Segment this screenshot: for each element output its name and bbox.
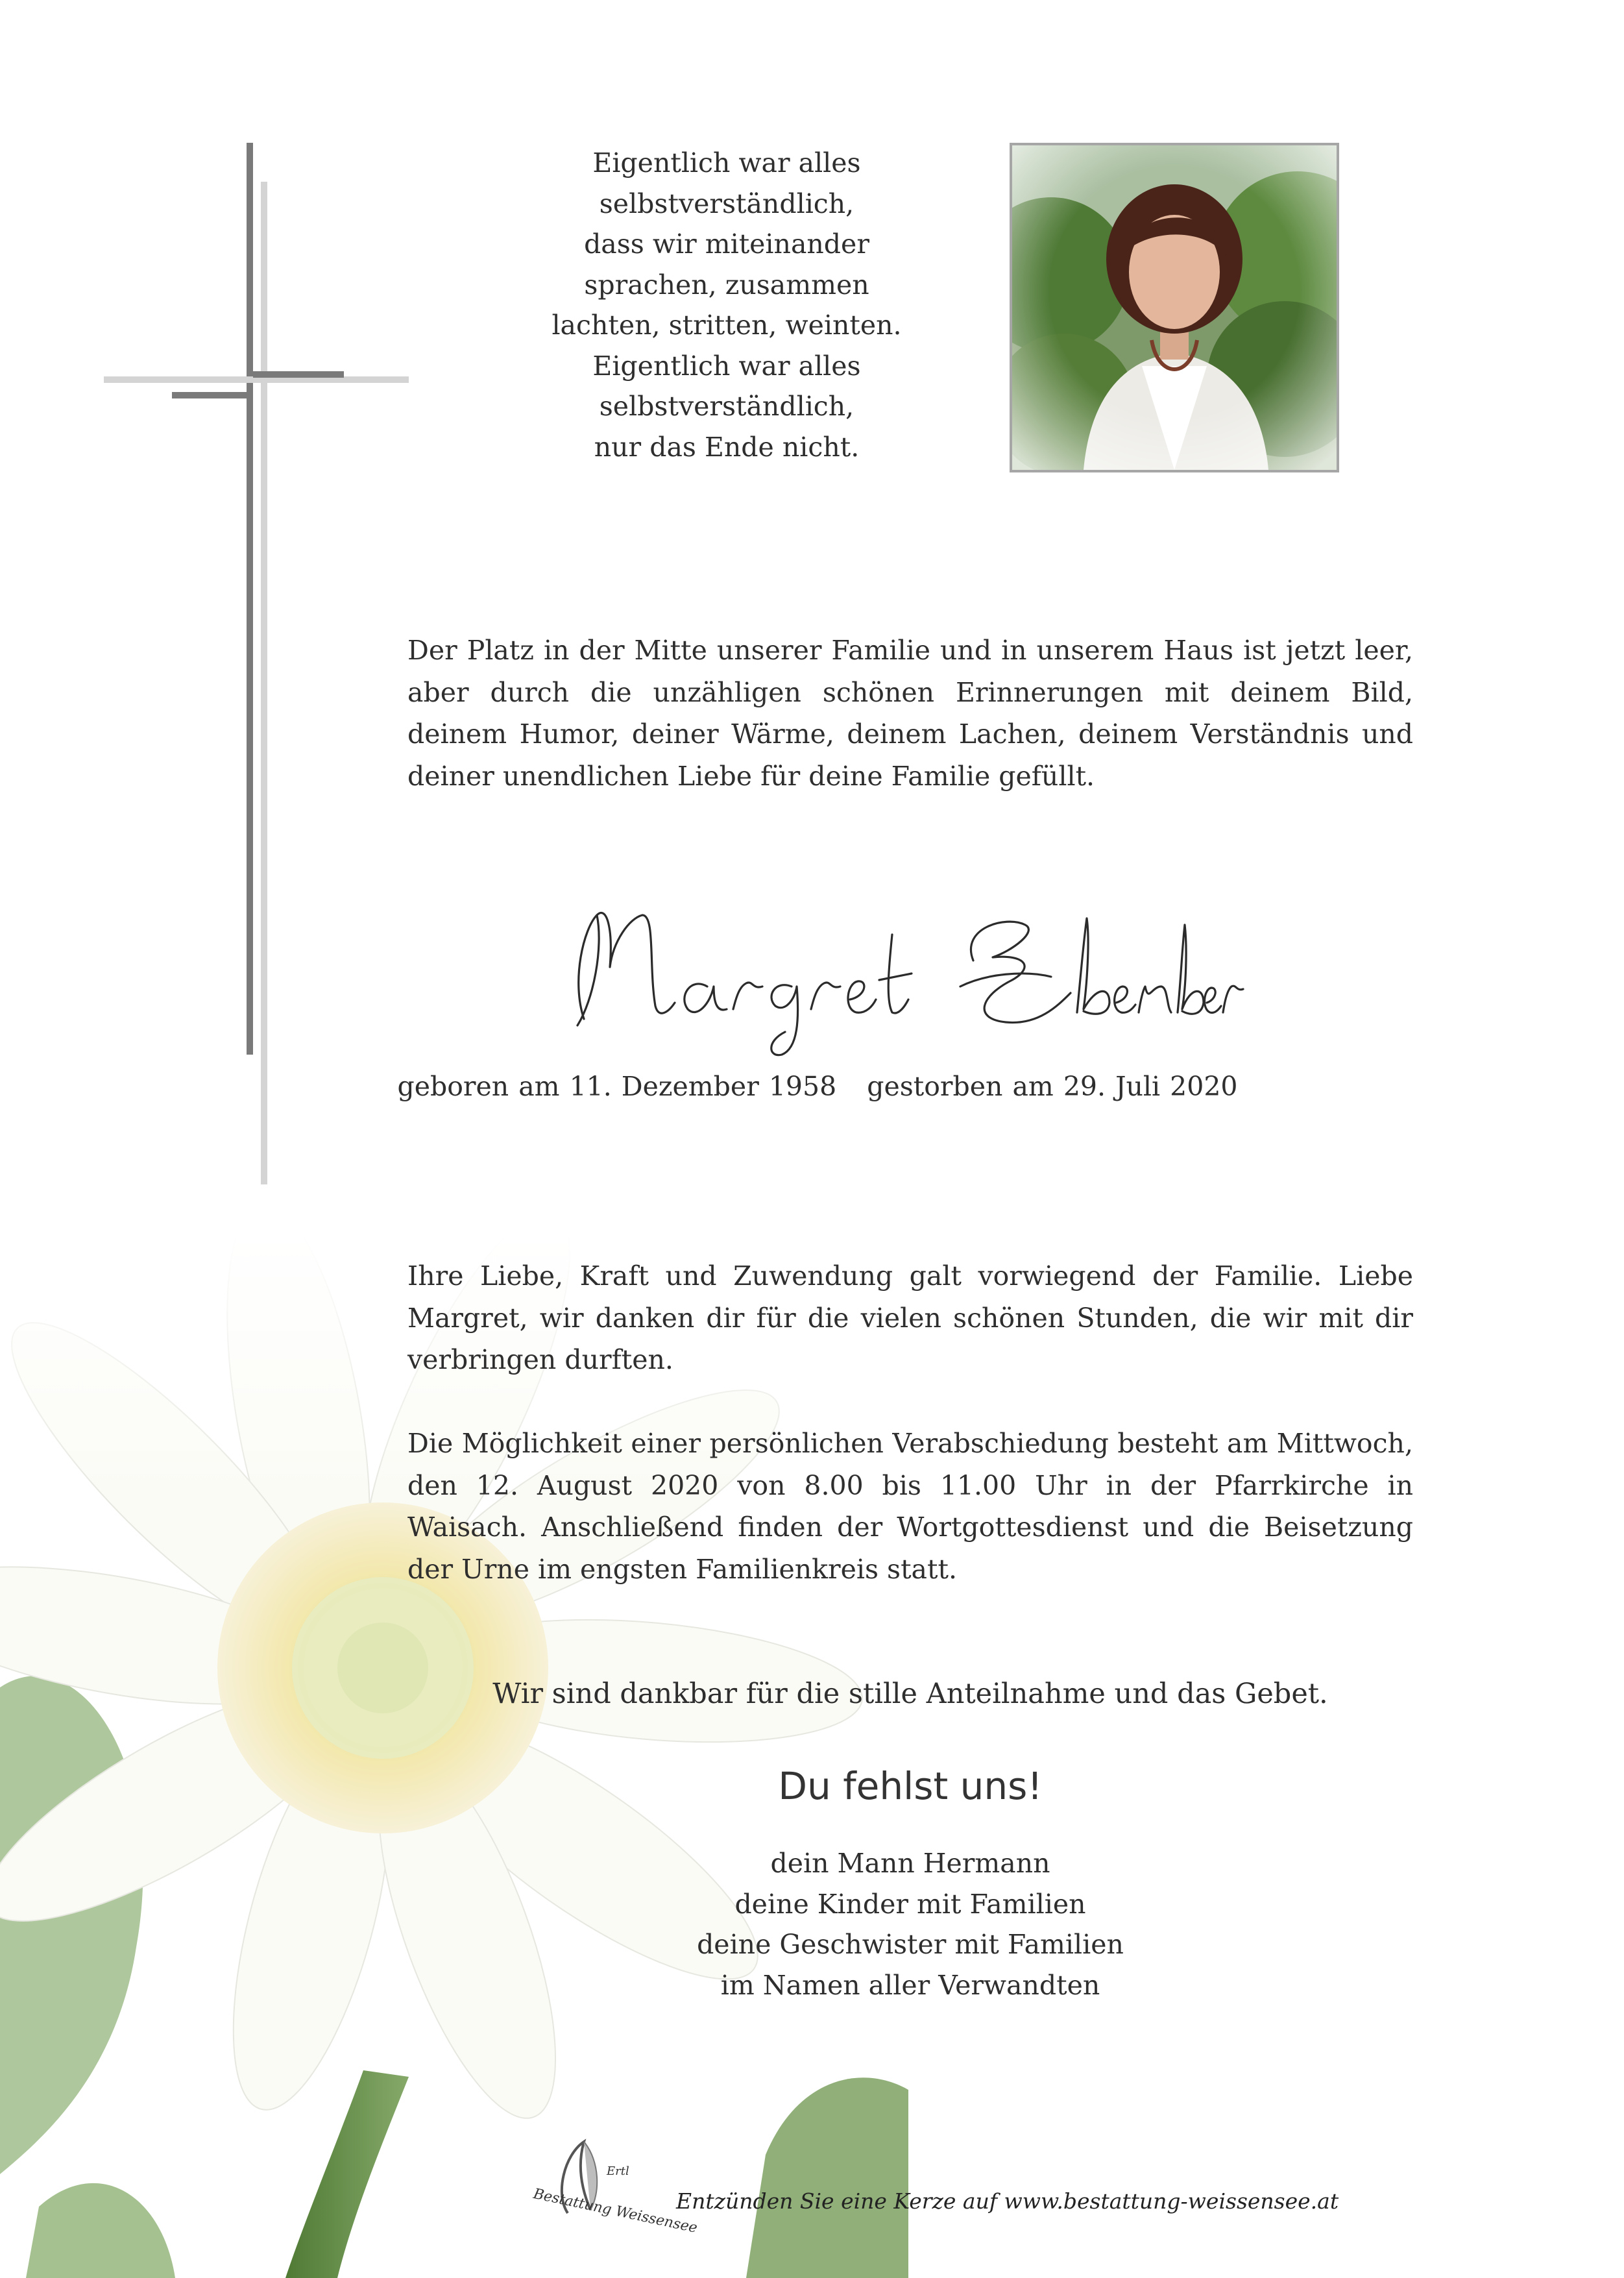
poem-line: lachten, stritten, weinten. — [551, 310, 902, 341]
poem-line: selbstverständlich, — [599, 188, 854, 219]
deceased-name-script — [558, 889, 1246, 1064]
poem — [506, 143, 947, 467]
mourner-line: im Namen aller Verwandten — [720, 1969, 1100, 2001]
portrait-photo — [1010, 143, 1339, 472]
gerbera-flower-image — [0, 1233, 908, 2278]
poem-line: nur das Ende nicht. — [594, 431, 860, 463]
poem-line: dass wir miteinander — [584, 228, 869, 260]
poem-line: selbstverständlich, — [599, 391, 854, 422]
poem-line: Eigentlich war alles — [592, 147, 861, 178]
birth-date: geboren am 11. Dezember 1958 — [397, 1071, 837, 1102]
poem-line: Eigentlich war alles — [592, 350, 861, 382]
life-paragraph: Ihre Liebe, Kraft und Zuwendung galt vorwiegend der Familie. Liebe Margret, wir danken dir für die vielen schönen Stunden, die wir mit dir verbringen durften. — [407, 1260, 1413, 1375]
mourners-list — [407, 1843, 1413, 2005]
portrait-image — [1012, 145, 1337, 470]
poem-line: sprachen, zusammen — [584, 269, 869, 300]
thanks-text: Wir sind dankbar für die stille Anteilnahme und das Gebet. — [492, 1678, 1328, 1710]
mourner-line: deine Geschwister mit Familien — [697, 1929, 1124, 1960]
cross-lines — [97, 136, 422, 1194]
life-dates — [363, 1071, 1272, 1102]
candle-link[interactable]: Entzünden Sie eine Kerze auf www.bestattung-weissensee.at — [676, 2188, 1339, 2214]
logo-brand: Ertl — [607, 2164, 629, 2178]
farewell-paragraph: Die Möglichkeit einer persönlichen Verabschiedung besteht am Mittwoch, den 12. August 2020 von 8.00 bis 11.00 Uhr in der Pfarrkirche in Waisach. Anschließend finden der Wortgottesdienst und die Beisetzung der Urne im engsten Familienkreis statt. — [407, 1428, 1413, 1585]
mourner-line: deine Kinder mit Familien — [734, 1888, 1086, 1920]
intro-paragraph: Der Platz in der Mitte unserer Familie und in unserem Haus ist jetzt leer, aber durch die unzähligen schönen Erinnerungen mit deinem Bild, deinem Humor, deiner Wärme, deinem Lachen, deinem Verständnis und deiner unendlichen Liebe für deine Familie gefüllt. — [407, 635, 1413, 792]
logo-name: Bestattung Weissensee — [531, 2186, 699, 2236]
mourner-line: dein Mann Hermann — [770, 1848, 1050, 1879]
miss-you-heading: Du fehlst uns! — [778, 1764, 1043, 1808]
death-date: gestorben am 29. Juli 2020 — [867, 1071, 1238, 1102]
